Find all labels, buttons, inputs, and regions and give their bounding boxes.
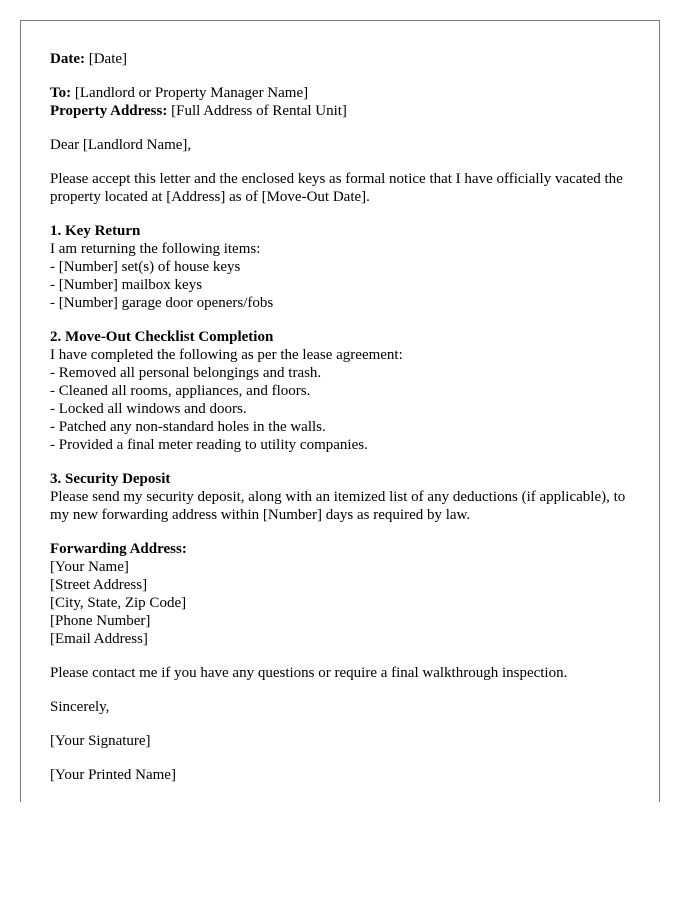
section-security-deposit [50,470,630,524]
list-item: - [Number] set(s) of house keys [50,259,241,275]
forwarding-line: [City, State, Zip Code] [50,595,187,611]
list-item: - [Number] garage door openers/fobs [50,295,274,311]
property-address-value: [Full Address of Rental Unit] [171,103,347,119]
section-lead: I am returning the following items: [50,241,261,257]
salutation: Dear [Landlord Name], [50,137,192,153]
letter-header [50,50,630,68]
list-item: - Removed all personal belongings and trash. [50,365,322,381]
list-item: - Patched any non-standard holes in the walls. [50,419,326,435]
section-heading: 2. Move-Out Checklist Completion [50,329,274,345]
recipient-block [50,84,630,120]
forwarding-line: [Phone Number] [50,613,151,629]
list-item: - [Number] mailbox keys [50,277,203,293]
letter-body [50,50,630,800]
property-address-label: Property Address: [50,103,168,119]
printed-name: [Your Printed Name] [50,767,176,783]
list-item: - Locked all windows and doors. [50,401,247,417]
section-heading: 1. Key Return [50,223,141,239]
section-heading: 3. Security Deposit [50,471,171,487]
sign-off: Sincerely, [50,699,110,715]
forwarding-heading: Forwarding Address: [50,541,187,557]
signature-placeholder: [Your Signature] [50,733,151,749]
list-item: - Provided a final meter reading to utility companies. [50,437,368,453]
date-line [50,50,630,68]
section-lead: I have completed the following as per the lease agreement: [50,347,403,363]
to-value: [Landlord or Property Manager Name] [74,85,309,101]
to-line [50,84,630,102]
forwarding-address [50,540,630,648]
section-key-return [50,222,630,312]
forwarding-line: [Your Name] [50,559,129,575]
letter-page [20,20,660,802]
closing-request: Please contact me if you have any questions or require a final walkthrough inspection. [50,665,568,681]
date-value: [Date] [88,51,128,67]
property-address-line [50,102,630,120]
section-move-out-checklist [50,328,630,454]
section-text: Please send my security deposit, along with an itemized list of any deductions (if applicable), to my new forwarding address within [Number] days as required by law. [50,489,626,523]
forwarding-line: [Email Address] [50,631,148,647]
date-label: Date: [50,51,85,67]
forwarding-line: [Street Address] [50,577,148,593]
list-item: - Cleaned all rooms, appliances, and floors. [50,383,311,399]
to-label: To: [50,85,72,101]
intro-paragraph: Please accept this letter and the enclosed keys as formal notice that I have officially vacated the property located at [Address] as of [Move-Out Date]. [50,171,623,205]
